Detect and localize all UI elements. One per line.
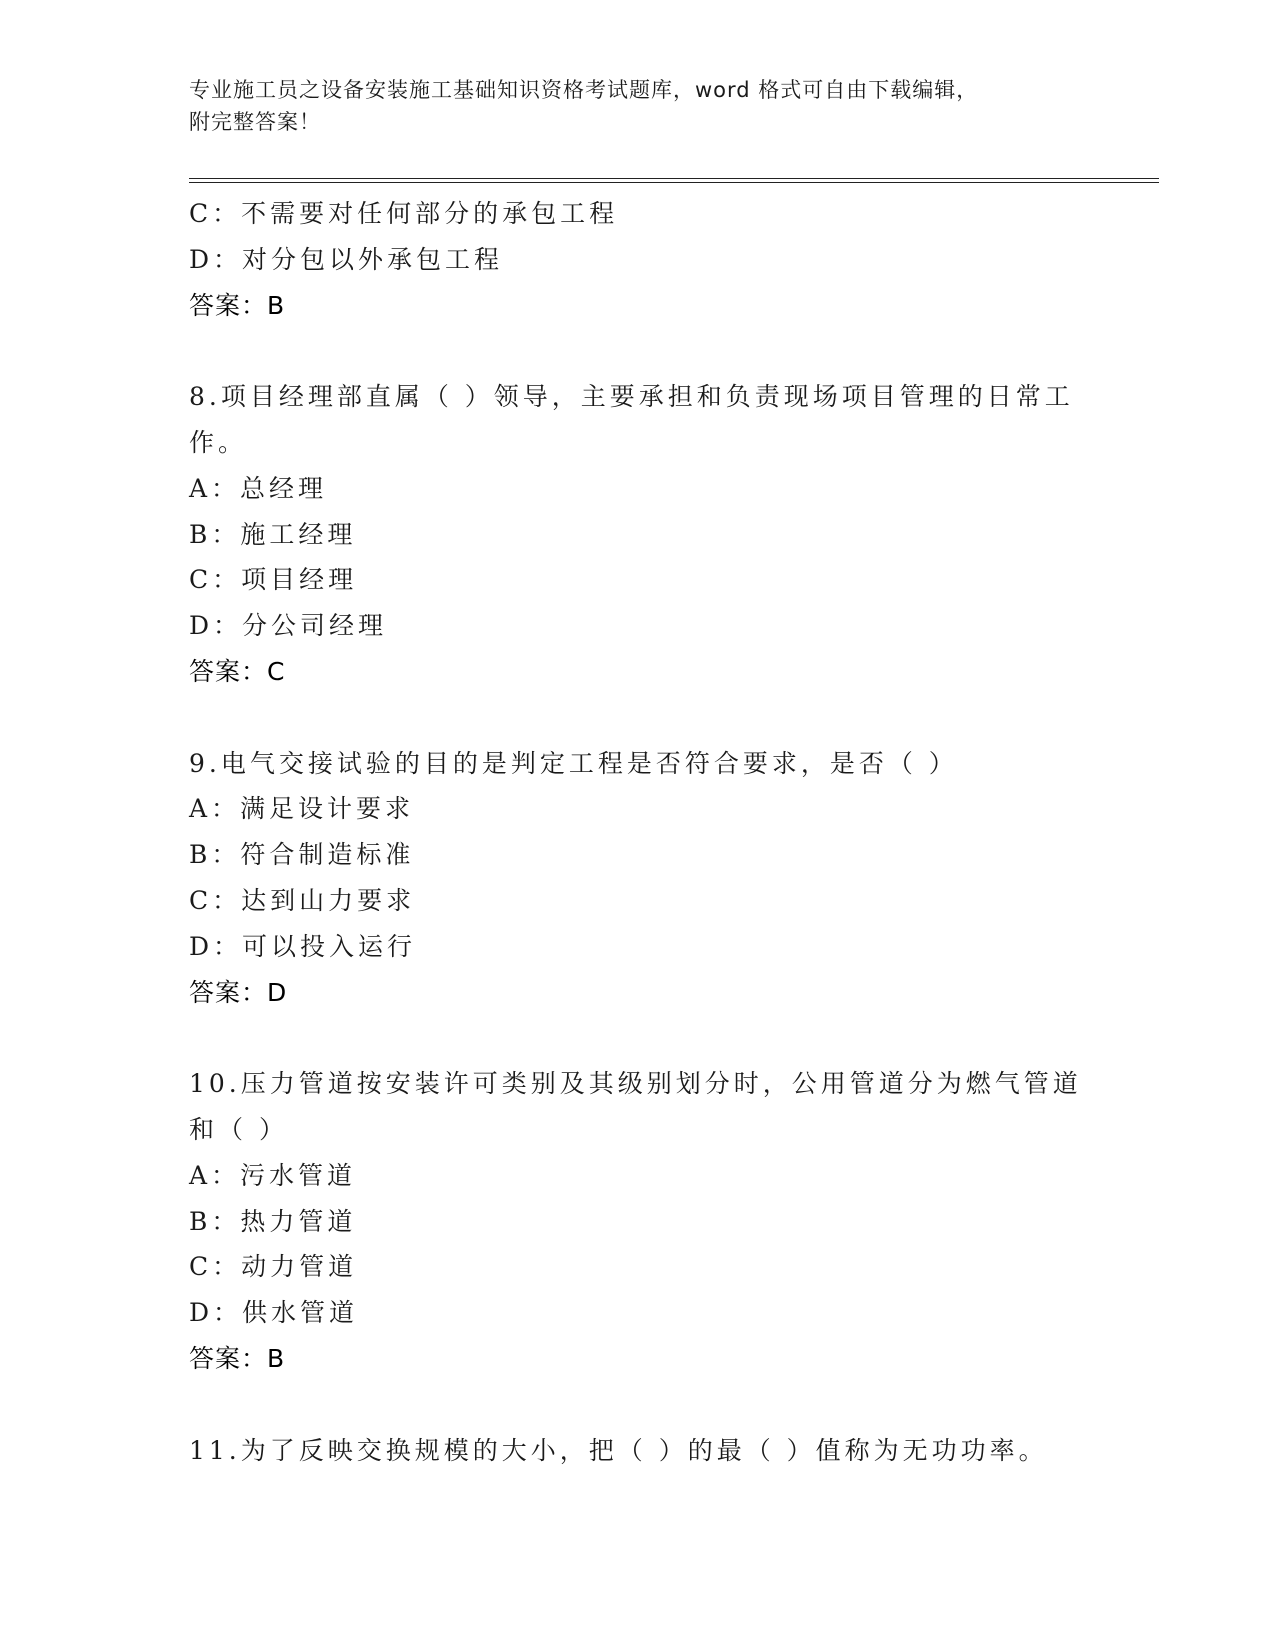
option-a: A：满足设计要求 bbox=[189, 794, 415, 824]
answer: 答案：B bbox=[189, 1343, 286, 1373]
spacer bbox=[189, 1382, 1089, 1428]
question-text-9: 9.电气交接试验的目的是判定工程是否符合要求，是否（ ） bbox=[189, 748, 958, 778]
option-c: C：项目经理 bbox=[189, 565, 358, 595]
spacer bbox=[189, 1015, 1089, 1061]
question-text-8-cont: 作。 bbox=[189, 427, 248, 457]
option-d: D：供水管道 bbox=[189, 1298, 359, 1328]
option-b: B：施工经理 bbox=[189, 519, 357, 549]
option-a: A：总经理 bbox=[189, 473, 328, 503]
option-c: C：不需要对任何部分的承包工程 bbox=[189, 199, 619, 228]
answer: 答案：C bbox=[189, 656, 286, 686]
question-list bbox=[189, 191, 1089, 1473]
option-d: D：分公司经理 bbox=[189, 611, 388, 641]
question-text-8: 8.项目经理部直属（ ）领导，主要承担和负责现场项目管理的日常工 bbox=[189, 382, 1074, 412]
spacer bbox=[189, 328, 1089, 374]
answer: 答案：D bbox=[189, 977, 288, 1007]
question-text-10: 10.压力管道按安装许可类别及其级别划分时，公用管道分为燃气管道 bbox=[189, 1069, 1082, 1099]
spacer bbox=[189, 695, 1089, 741]
question-text-11: 11.为了反映交换规模的大小，把（ ）的最（ ）值称为无功功率。 bbox=[189, 1435, 1048, 1465]
option-b: B：热力管道 bbox=[189, 1206, 357, 1236]
option-d: D：对分包以外承包工程 bbox=[189, 244, 504, 274]
option-c: C：动力管道 bbox=[189, 1252, 358, 1282]
question-block-prev bbox=[189, 191, 1089, 328]
question-block-10 bbox=[189, 1061, 1089, 1382]
answer: 答案：B bbox=[189, 290, 286, 320]
question-block-11 bbox=[189, 1428, 1089, 1474]
header-line-1: 专业施工员之设备安装施工基础知识资格考试题库，word 格式可自由下载编辑， bbox=[189, 78, 979, 102]
option-b: B：符合制造标准 bbox=[189, 840, 415, 870]
page-header bbox=[189, 74, 1089, 138]
question-text-10-cont: 和（ ） bbox=[189, 1114, 288, 1144]
option-a: A：污水管道 bbox=[189, 1160, 357, 1190]
option-d: D：可以投入运行 bbox=[189, 931, 417, 961]
header-line-2: 附完整答案！ bbox=[189, 110, 321, 134]
header-divider bbox=[189, 178, 1159, 183]
question-block-8 bbox=[189, 374, 1089, 695]
question-block-9 bbox=[189, 741, 1089, 1016]
option-c: C：达到山力要求 bbox=[189, 885, 416, 915]
